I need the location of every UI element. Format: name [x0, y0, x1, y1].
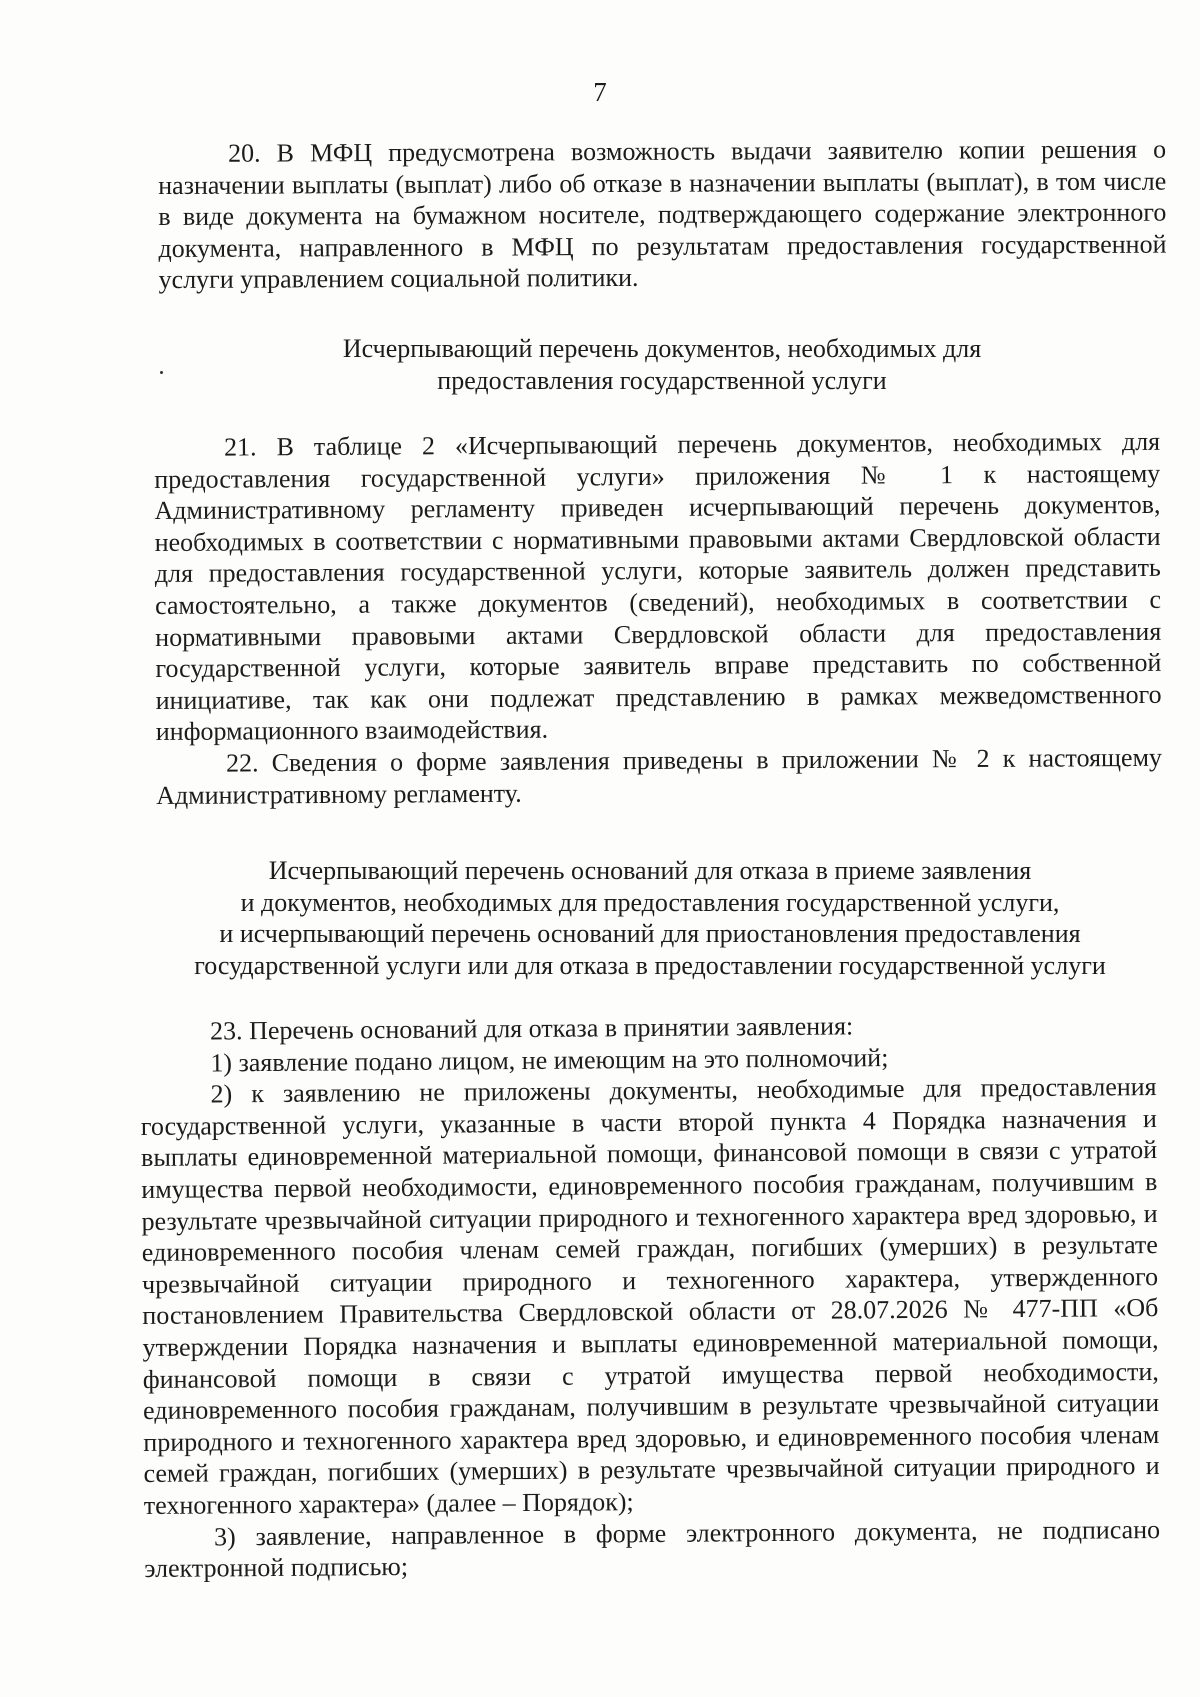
page-number: 7 [593, 77, 607, 107]
paragraph-20: 20. В МФЦ предусмотрена возможность выдачи заявителю копии решения о назначении выплаты (выплат) либо об отказе в назначении выплаты (выплат), в том числе в виде документа на бумажном носителе, подтверждающего содержание электронного документа, направленного в МФЦ по результатам предоставления государственной услуги управлением социальной политики. [158, 134, 1167, 295]
sections-21-22 [154, 426, 1162, 811]
paragraph-23-item-2: 2) к заявлению не приложены документы, необходимые для предоставления государственной услуги, указанные в части второй пункта 4 Порядка назначения и выплаты единовременной материальной помощи, финансовой помощи в связи с утратой имущества первой необходимости, единовременного пособия гражданам, получившим в результате чрезвычайной ситуации природного и техногенного характера вред здоровью, и единовременного пособия членам семей граждан, погибших (умерших) в результате чрезвычайной ситуации природного и техногенного характера, утвержденного постановлением Правительства Свердловской области от 28.07.2026 № 477-ПП «Об утверждении Порядка назначения и выплаты единовременной материальной помощи, финансовой помощи в связи с утратой имущества первой необходимости, единовременного пособия гражданам, получившим в результате чрезвычайной ситуации природного и техногенного характера вред здоровью, и единовременного пособия членам семей граждан, погибших (умерших) в результате чрезвычайной ситуации природного и техногенного характера» (далее – Порядок); [140, 1072, 1160, 1520]
heading-refusal-line-2: и документов, необходимых для предоставления государственной услуги, [240, 887, 1060, 917]
heading-refusal-line-3: и исчерпывающий перечень оснований для приостановления предоставления [219, 919, 1081, 949]
paragraph-22: 22. Сведения о форме заявления приведены в приложении № 2 к настоящему Административному регламенту. [156, 742, 1163, 810]
section-23 [140, 1008, 1160, 1585]
heading-documents-line-2: предоставления государственной услуги [437, 365, 887, 395]
section-20 [158, 134, 1167, 296]
heading-documents-list [170, 333, 1154, 396]
paragraph-23-intro: 23. Перечень оснований для отказа в принятии заявления: [210, 1011, 854, 1046]
heading-refusal-line-4: государственной услуги или для отказа в предоставлении государственной услуги [194, 950, 1106, 980]
paragraph-23-item-1: 1) заявление подано лицом, не имеющим на это полномочий; [210, 1042, 889, 1078]
heading-documents-line-1: Исчерпывающий перечень документов, необходимых для [342, 334, 982, 363]
heading-refusal-grounds [146, 855, 1154, 981]
paragraph-23-item-3: 3) заявление, направленное в форме электронного документа, не подписано электронной подписью; [144, 1514, 1161, 1584]
scan-speck [160, 371, 163, 374]
paragraph-21: 21. В таблице 2 «Исчерпывающий перечень документов, необходимых для предоставления государственной услуги» приложения № 1 к настоящему Административному регламенту приведен исчерпывающий перечень документов, необходимых в соответствии с нормативными правовыми актами Свердловской области для предоставления государственной услуги, которые заявитель должен представить самостоятельно, а также документов (сведений), необходимых в соответствии с нормативными правовыми актами Свердловской области для предоставления государственной услуги, которые заявитель вправе представить по собственной инициативе, так как они подлежат представлению в рамках межведомственного информационного взаимодействия. [154, 426, 1162, 747]
heading-refusal-line-1: Исчерпывающий перечень оснований для отказа в приеме заявления [268, 856, 1032, 885]
